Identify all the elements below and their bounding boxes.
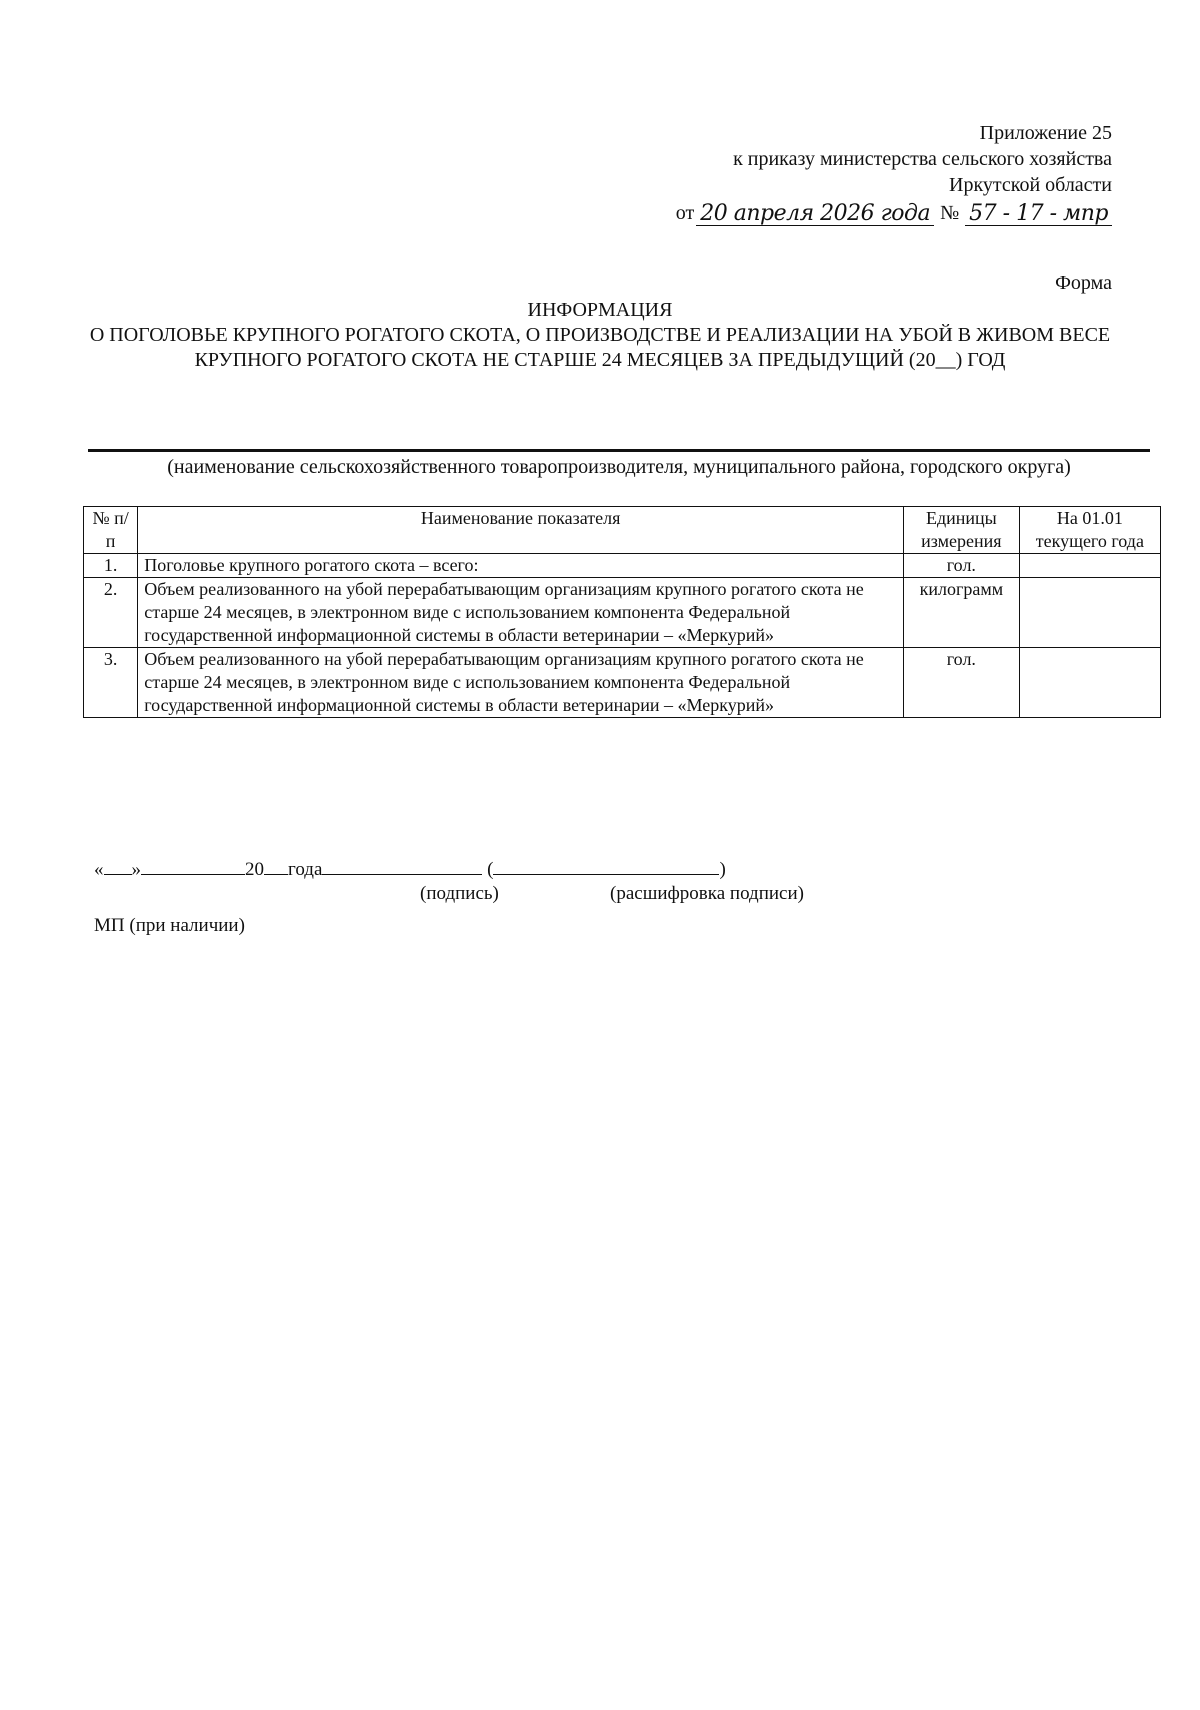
quote-close: » (131, 859, 141, 880)
row-num: 1. (84, 554, 138, 578)
number-prefix: № (940, 202, 960, 224)
decode-blank[interactable] (493, 858, 719, 875)
signature-block (94, 858, 854, 938)
handwritten-date: 20 апреля 2026 года (696, 203, 934, 226)
producer-name-caption: (наименование сельскохозяйственного товаропроизводителя, муниципального района, городского округа) (167, 456, 1071, 478)
stamp-label: МП (при наличии) (94, 915, 245, 936)
row-unit: гол. (904, 554, 1020, 578)
handwritten-order-number: 57 - 17 - мпр (965, 203, 1112, 226)
decode-caption: (расшифровка подписи) (610, 883, 804, 904)
title-heading: ИНФОРМАЦИЯ (527, 299, 673, 321)
title-subheading: О ПОГОЛОВЬЕ КРУПНОГО РОГАТОГО СКОТА, О ПРОИЗВОДСТВЕ И РЕАЛИЗАЦИИ НА УБОЙ В ЖИВОМ ВЕСЕ КРУПНОГО РОГАТОГО СКОТА НЕ СТАРШЕ 24 МЕСЯЦЕВ ЗА ПРЕДЫДУЩИЙ (20__) ГОД (89, 324, 1111, 371)
row-num: 2. (84, 578, 138, 648)
date-prefix: от (675, 202, 695, 224)
header-name: Наименование показателя (138, 507, 904, 554)
row-unit: килограмм (904, 578, 1020, 648)
quote-open: « (94, 859, 104, 880)
table-row (84, 648, 1161, 718)
signature-captions (94, 882, 854, 906)
header-value: На 01.01 текущего года (1019, 507, 1160, 554)
row-value[interactable] (1019, 648, 1160, 718)
day-blank[interactable] (104, 858, 132, 875)
document-title (84, 298, 1116, 373)
row-value[interactable] (1019, 578, 1160, 648)
table-row (84, 578, 1161, 648)
form-label: Форма (1055, 272, 1112, 294)
signature-caption: (подпись) (420, 883, 499, 904)
table-row (84, 554, 1161, 578)
row-name: Объем реализованного на убой перерабатывающим организациям крупного рогатого скота не старше 24 месяцев, в электронном виде с использованием компонента Федеральной государственной информационной системы в области ветеринарии – «Меркурий» (138, 578, 904, 648)
row-unit: гол. (904, 648, 1020, 718)
producer-name-field (88, 449, 1150, 479)
header-unit: Единицы измерения (904, 507, 1020, 554)
indicators-table (83, 506, 1161, 718)
row-num: 3. (84, 648, 138, 718)
order-date-number (676, 200, 1112, 226)
appendix-region: Иркутской области (949, 174, 1112, 196)
row-value[interactable] (1019, 554, 1160, 578)
row-name: Объем реализованного на убой перерабатывающим организациям крупного рогатого скота не старше 24 месяцев, в электронном виде с использованием компонента Федеральной государственной информационной системы в области ветеринарии – «Меркурий» (138, 648, 904, 718)
header-num: № п/п (84, 507, 138, 554)
month-blank[interactable] (141, 858, 245, 875)
year-blank[interactable] (264, 858, 288, 875)
signature-blank[interactable] (322, 858, 482, 875)
producer-name-line (88, 449, 1150, 452)
year-prefix: 20 (245, 859, 264, 880)
year-suffix: года (288, 859, 323, 880)
appendix-order-ref: к приказу министерства сельского хозяйства (733, 148, 1112, 170)
paren-open: ( (487, 859, 494, 880)
row-name: Поголовье крупного рогатого скота – всего: (138, 554, 904, 578)
paren-close: ) (719, 859, 726, 880)
date-signature-line (94, 858, 854, 882)
appendix-header (676, 120, 1112, 226)
appendix-number: Приложение 25 (979, 122, 1112, 144)
table-header-row (84, 507, 1161, 554)
